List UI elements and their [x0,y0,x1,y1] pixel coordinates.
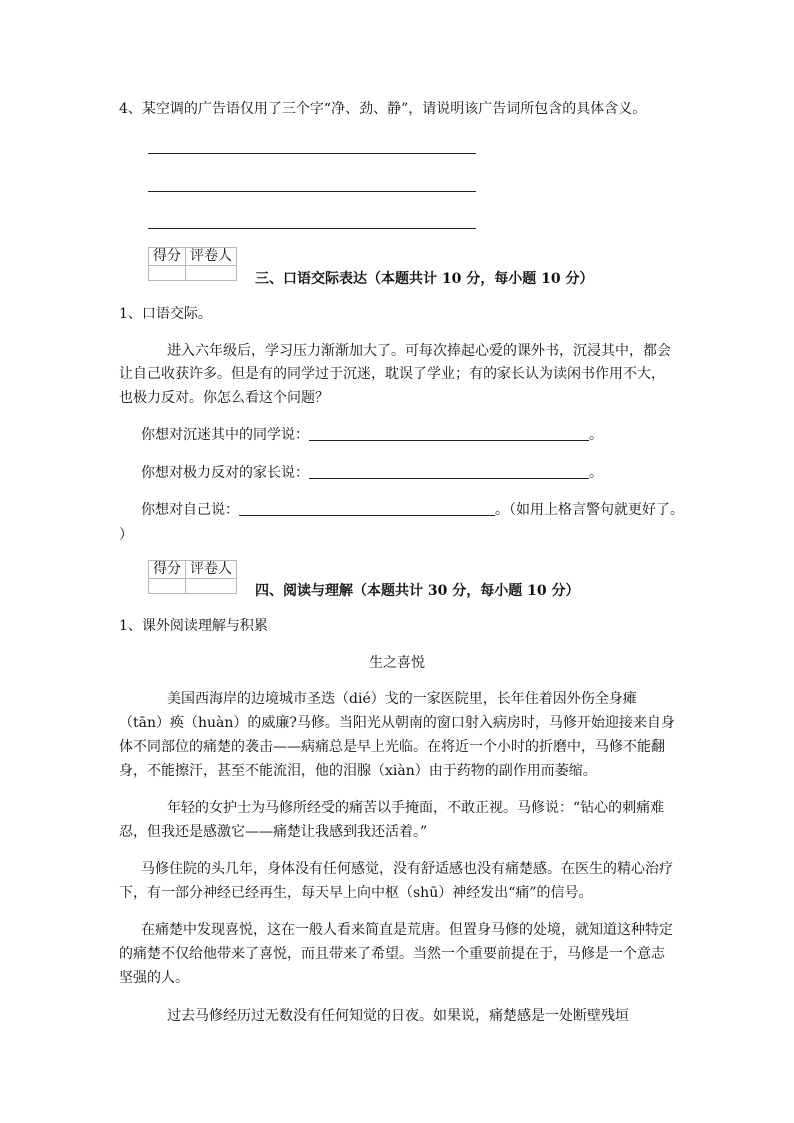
paragraph4-line-2: 的痛楚不仅给他带来了喜悦，而且带来了希望。当然一个重要前提在于，马修是一个意志 [119,946,665,962]
fill-label-parents: 你想对极力反对的家长说： [141,465,309,481]
fill-row-parents [141,463,603,483]
grader-label: 评卷人 [186,561,237,579]
paragraph5-line-1: 过去马修经历过无数没有任何知觉的日夜。如果说，痛楚感是一处断壁残垣 [167,1008,629,1024]
section3-passage-line-3: 也极力反对。你怎么看这个问题？ [119,390,329,406]
section3-item-label: 1、口语交际。 [119,306,212,322]
section3-passage-line-1: 进入六年级后，学习压力渐渐加大了。可每次捧起心爱的课外书，沉浸其中，都会 [167,343,671,359]
paragraph3-line-2: 下，有一部分神经已经再生，每天早上向中枢（shū）神经发出“痛”的信号。 [119,885,593,901]
section3-passage-line-2: 让自己收获许多。但是有的同学过于沉迷，耽误了学业；有的家长认为读闲书作用不大， [119,366,665,382]
fill-blank-parents[interactable] [309,464,589,479]
section4-item-label: 1、课外阅读理解与积累 [119,618,268,634]
grader-label: 评卷人 [186,248,237,266]
answer-line-2[interactable] [148,191,476,192]
score-label: 得分 [149,561,186,579]
paragraph4-line-3: 坚强的人。 [119,970,189,986]
score-box-section3 [148,247,237,281]
fill-row-self [141,500,684,520]
grader-cell[interactable] [186,266,237,281]
fill-label-self: 你想对自己说： [141,502,239,518]
paragraph4-line-1: 在痛楚中发现喜悦，这在一般人看来简直是荒唐。但置身马修的处境，就知道这种特定 [141,922,673,938]
section3-heading: 三、口语交际表达（本题共计 10 分，每小题 10 分） [255,271,594,287]
q4-prompt: 4、某空调的广告语仅用了三个字“净、劲、静”，请说明该广告词所包含的具体含义。 [119,101,647,117]
paragraph2-line-2: 忍，但我还是感激它——痛楚让我感到我还活着。” [119,824,428,840]
score-box-section4 [148,560,237,594]
fill-label-classmate: 你想对沉迷其中的同学说： [141,427,309,443]
paragraph1-line-1: 美国西海岸的边境城市圣迭（dié）戈的一家医院里，长年住着因外伤全身瘫 [167,691,637,707]
fill-blank-classmate[interactable] [309,426,589,441]
fill-row-classmate [141,425,603,445]
fill-suffix-self: 。（如用上格言警句就更好了。 [495,502,684,518]
section4-heading: 四、阅读与理解（本题共计 30 分，每小题 10 分） [255,583,580,599]
fill-blank-self[interactable] [239,501,495,516]
paragraph1-line-2: （tān）痪（huàn）的威廉?马修。当阳光从朝南的窗口射入病房时，马修开始迎接来自身 [119,715,675,731]
score-cell[interactable] [149,579,186,594]
reading-title: 生之喜悦 [369,655,425,671]
answer-line-3[interactable] [148,228,476,229]
fill-period-2: 。 [589,465,603,481]
paragraph3-line-1: 马修住院的头几年，身体没有任何感觉，没有舒适感也没有痛楚感。在医生的精心治疗 [141,861,673,877]
paragraph1-line-4: 身，不能擦汗，甚至不能流泪，他的泪腺（xiàn）由于药物的副作用而萎缩。 [119,763,597,779]
paragraph1-line-3: 体不同部位的痛楚的袭击——病痛总是早上光临。在将近一个小时的折磨中，马修不能翻 [119,739,665,755]
score-cell[interactable] [149,266,186,281]
fill-period-1: 。 [589,427,603,443]
fill-tail-self: ） [119,527,133,543]
paragraph2-line-1: 年轻的女护士为马修所经受的痛苦以手掩面，不敢正视。马修说：“钻心的刺痛难 [167,800,665,816]
score-label: 得分 [149,248,186,266]
grader-cell[interactable] [186,579,237,594]
answer-line-1[interactable] [148,153,476,154]
